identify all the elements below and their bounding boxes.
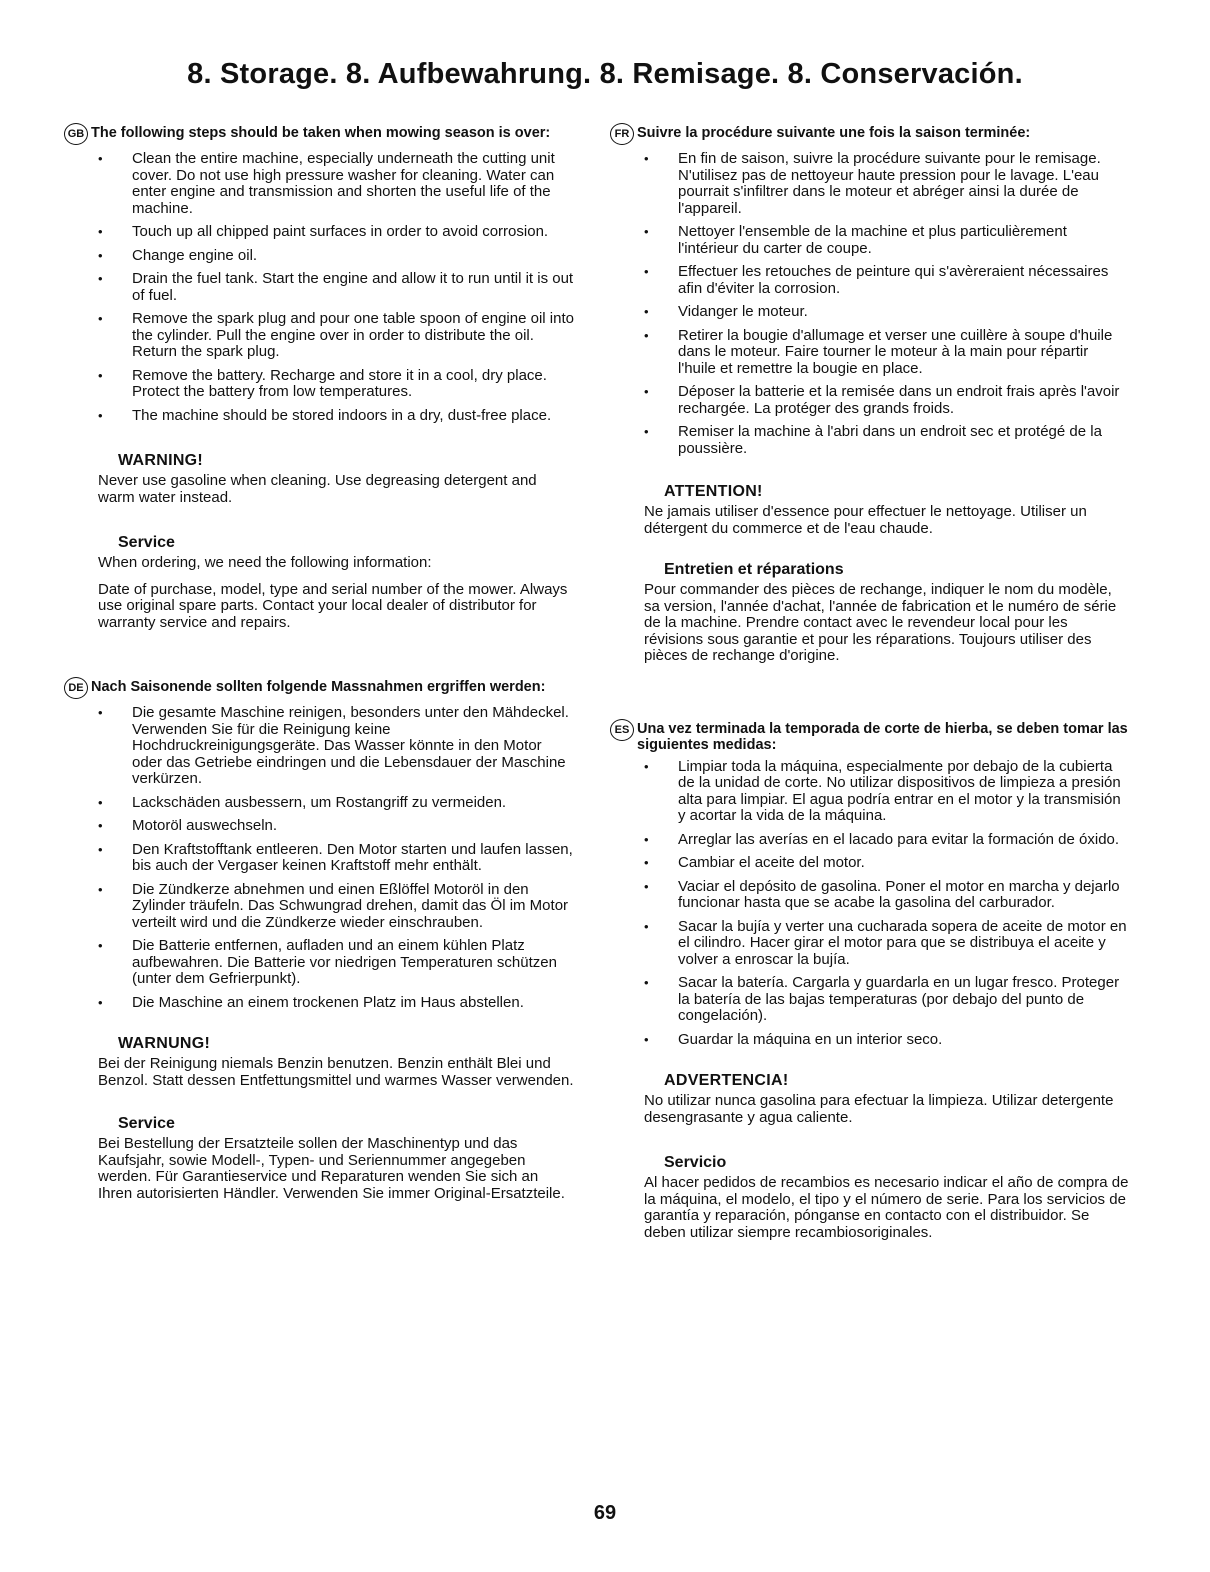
es-language-badge: ES xyxy=(610,719,634,741)
list-item: • Remove the spark plug and pour one table spoon of engine oil into the cylinder. Pull the engine over in order to distribute the oil. Return the spark plug. xyxy=(64,311,574,361)
list-item: • Limpiar toda la máquina, especialmente por debajo de la cubierta de la unidad de corte. No utilizar dispositivos de limpieza a presión alta para limpiar. El agua podría entrar en el motor y la transmisión y acortar la vida de la máquina. xyxy=(610,759,1130,825)
list-item: • Arreglar las averías en el lacado para evitar la formación de óxido. xyxy=(610,832,1130,849)
list-item: • Lackschäden ausbessern, um Rostangriff zu vermeiden. xyxy=(64,795,574,812)
de-language-badge: DE xyxy=(64,677,88,699)
de-steps-list xyxy=(64,705,574,1011)
list-item: • Déposer la batterie et la remisée dans un endroit frais après l'avoir rechargée. La protéger des grands froids. xyxy=(610,384,1130,417)
list-item: • Remiser la machine à l'abri dans un endroit sec et protégé de la poussière. xyxy=(610,424,1130,457)
fr-heading-text: Suivre la procédure suivante une fois la saison terminée: xyxy=(637,125,1031,141)
list-item: • Drain the fuel tank. Start the engine and allow it to run until it is out of fuel. xyxy=(64,271,574,304)
list-item: • Den Kraftstofftank entleeren. Den Motor starten und laufen lassen, bis auch der Vergaser keinen Kraftstoff mehr enthält. xyxy=(64,842,574,875)
de-warning-text: Bei der Reinigung niemals Benzin benutzen. Benzin enthält Blei und Benzol. Statt dessen Entfettungsmittel und warmes Wasser verwenden. xyxy=(98,1055,574,1089)
list-item: • Cambiar el aceite del motor. xyxy=(610,855,1130,872)
list-item: • Die Batterie entfernen, aufladen und an einem kühlen Platz aufbewahren. Die Batterie vor niedrigen Temperaturen schützen (unter dem Gefrierpunkt). xyxy=(64,938,574,988)
list-item: • Nettoyer l'ensemble de la machine et plus particulièrement l'intérieur du carter de coupe. xyxy=(610,224,1130,257)
es-warning-title: ADVERTENCIA! xyxy=(664,1072,789,1089)
list-item: • Die Maschine an einem trockenen Platz im Haus abstellen. xyxy=(64,995,574,1012)
list-item: • Remove the battery. Recharge and store it in a cool, dry place. Protect the battery from low temperatures. xyxy=(64,368,574,401)
gb-language-badge: GB xyxy=(64,123,88,145)
list-item: • The machine should be stored indoors in a dry, dust-free place. xyxy=(64,408,574,425)
de-service-title: Service xyxy=(118,1115,175,1132)
list-item: • Guardar la máquina en un interior seco. xyxy=(610,1032,1130,1049)
gb-service-text-1: When ordering, we need the following information: xyxy=(98,554,432,571)
fr-language-badge: FR xyxy=(610,123,634,145)
gb-warning-text: Never use gasoline when cleaning. Use degreasing detergent and warm water instead. xyxy=(98,472,537,506)
de-heading xyxy=(64,679,574,699)
list-item: • Sacar la bujía y verter una cucharada sopera de aceite de motor en el cilindro. Hacer girar el motor para que se distribuya el aceite y volver a enroscar la bujía. xyxy=(610,919,1130,969)
list-item: • Effectuer les retouches de peinture qui s'avèreraient nécessaires afin d'éviter la corrosion. xyxy=(610,264,1130,297)
list-item: • Touch up all chipped paint surfaces in order to avoid corrosion. xyxy=(64,224,574,241)
gb-steps-list xyxy=(64,151,574,424)
fr-heading xyxy=(610,125,1130,145)
es-warning-text: No utilizar nunca gasolina para efectuar la limpieza. Utilizar detergente desengrasante y agua caliente. xyxy=(644,1092,1114,1126)
es-service-title: Servicio xyxy=(664,1154,727,1171)
list-item: • Clean the entire machine, especially underneath the cutting unit cover. Do not use high pressure washer for cleaning. Water can enter engine and transmission and shorten the useful life of the machine. xyxy=(64,151,574,217)
fr-service-text: Pour commander des pièces de rechange, indiquer le nom du modèle, sa version, l'année d'achat, l'année de fabrication et le numéro de série de la machine. Prendre contact avec le revendeur local pour les révisions sous garantie et pour les réparations. Toujours utiliser des pièces de rechange d'origine. xyxy=(644,581,1117,664)
de-warning-title: WARNUNG! xyxy=(118,1035,211,1052)
fr-service-title: Entretien et réparations xyxy=(664,561,844,578)
page-number: 69 xyxy=(593,1502,617,1524)
gb-heading xyxy=(64,125,574,145)
gb-warning-title: WARNING! xyxy=(118,452,204,469)
es-heading-text: Una vez terminada la temporada de corte de hierba, se deben tomar las siguientes medidas: xyxy=(637,720,1128,753)
fr-warning-text: Ne jamais utiliser d'essence pour effectuer le nettoyage. Utiliser un détergent du commerce et de l'eau chaude. xyxy=(644,503,1087,537)
list-item: • En fin de saison, suivre la procédure suivante pour le remisage. N'utilisez pas de nettoyeur haute pression pour le lavage. L'eau pourrait s'infiltrer dans le moteur et abréger ainsi la durée de l'appareil. xyxy=(610,151,1130,217)
de-heading-text: Nach Saisonende sollten folgende Massnahmen ergriffen werden: xyxy=(91,679,546,695)
list-item: • Die gesamte Maschine reinigen, besonders unter den Mähdeckel. Verwenden Sie für die Reinigung keine Hochdruckreinigungsgeräte. Das Wasser könnte in den Motor oder das Getriebe eindringen und die Lebensdauer der Maschine verkürzen. xyxy=(64,705,574,788)
de-service-text: Bei Bestellung der Ersatzteile sollen der Maschinentyp und das Kaufsjahr, sowie Modell-, Typen- und Seriennummer angegeben werden. Für Garantieservice und Reparaturen wenden Sie sich an Ihren autorisierten Händler. Verwenden Sie immer Original-Ersatzteile. xyxy=(98,1135,565,1202)
list-item: • Vaciar el depósito de gasolina. Poner el motor en marcha y dejarlo funcionar hasta que se acabe la gasolina del carburador. xyxy=(610,879,1130,912)
list-item: • Die Zündkerze abnehmen und einen Eßlöffel Motoröl in den Zylinder träufeln. Das Schwungrad drehen, damit das Öl im Motor verteilt wird und die Zündkerze wieder einschrauben. xyxy=(64,882,574,932)
gb-heading-text: The following steps should be taken when mowing season is over: xyxy=(91,125,551,141)
gb-service-text-2: Date of purchase, model, type and serial number of the mower. Always use original spare parts. Contact your local dealer of distributor for warranty service and repairs. xyxy=(98,580,568,631)
es-heading xyxy=(610,721,1130,753)
left-column xyxy=(64,125,574,1212)
list-item: • Vidanger le moteur. xyxy=(610,304,1130,321)
list-item: • Change engine oil. xyxy=(64,248,574,265)
list-item: • Sacar la batería. Cargarla y guardarla en un lugar fresco. Proteger la batería de las bajas temperaturas (por debajo del punto de congelación). xyxy=(610,975,1130,1025)
right-column xyxy=(610,125,1130,1251)
list-item: • Motoröl auswechseln. xyxy=(64,818,574,835)
fr-steps-list xyxy=(610,151,1130,457)
fr-warning-title: ATTENTION! xyxy=(664,483,763,500)
page-title: 8. Storage. 8. Aufbewahrung. 8. Remisage. 8. Conservación. xyxy=(187,58,1023,90)
es-steps-list xyxy=(610,759,1130,1049)
es-service-text: Al hacer pedidos de recambios es necesario indicar el año de compra de la máquina, el modelo, el tipo y el número de serie. Para los servicios de garantía y reparación, pónganse en contacto con el distribuidor. Se deben utilizar siempre recambiosoriginales. xyxy=(644,1174,1129,1241)
gb-service-title: Service xyxy=(118,534,175,551)
list-item: • Retirer la bougie d'allumage et verser une cuillère à soupe d'huile dans le moteur. Faire tourner le moteur à la main pour répartir l'huile et remettre la bougie en place. xyxy=(610,328,1130,378)
